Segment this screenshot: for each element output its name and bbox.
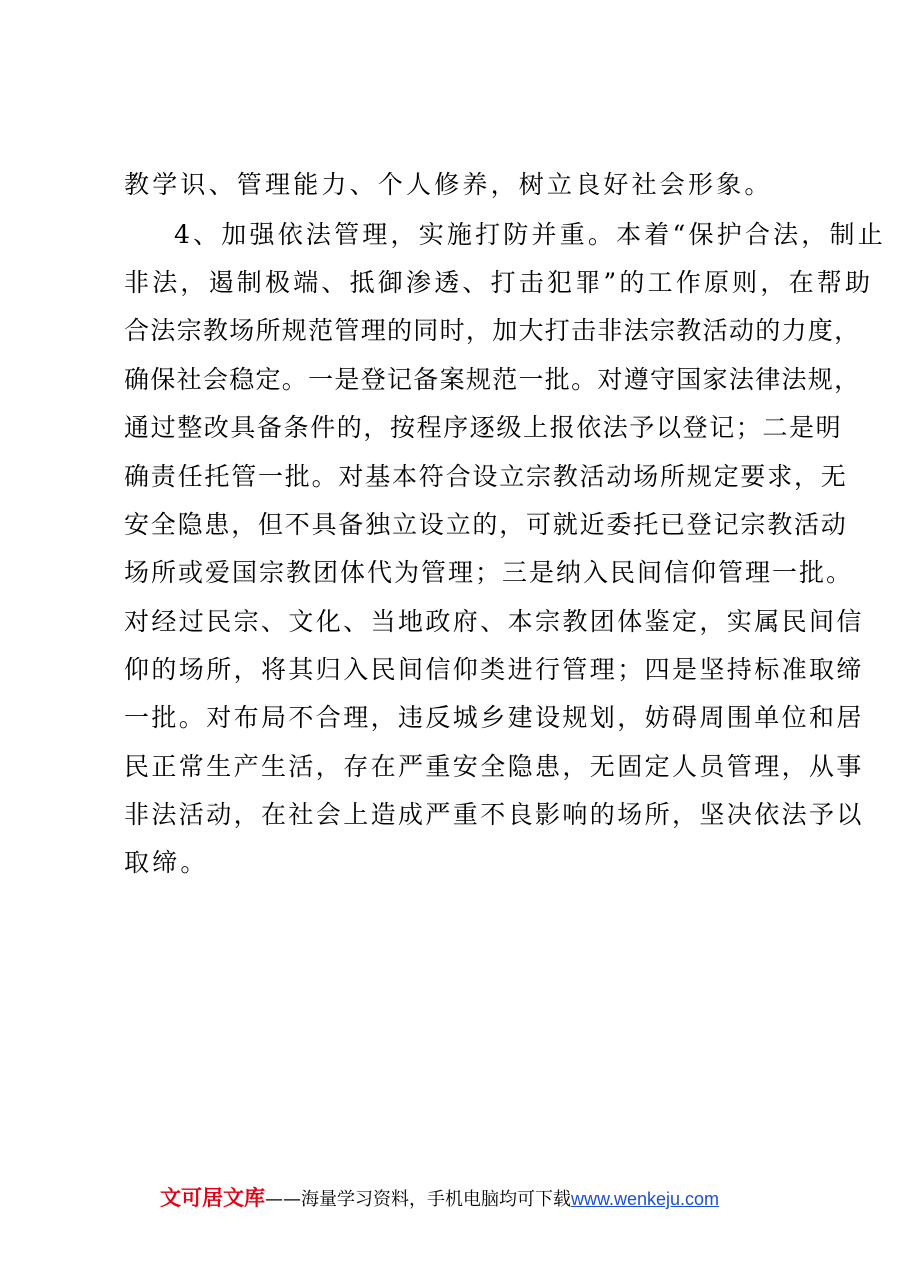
brand-name: 文可居文库 <box>160 1186 265 1210</box>
paragraph-heading-line: 4、加强依法管理，实施打防并重。本着“保护合法，制止 <box>174 220 886 249</box>
body-text-line: 仰的场所，将其归入民间信仰类进行管理；四是坚持标准取缔 <box>124 655 864 684</box>
body-text-line: 教学识、管理能力、个人修养，树立良好社会形象。 <box>124 170 773 199</box>
footer-slogan: ——海量学习资料，手机电脑均可下载 <box>265 1189 571 1210</box>
body-text-line: 场所或爱国宗教团体代为管理；三是纳入民间信仰管理一批。 <box>124 558 854 587</box>
body-text-line: 确责任托管一批。对基本符合设立宗教活动场所规定要求，无 <box>124 462 848 491</box>
body-text-line: 通过整改具备条件的，按程序逐级上报依法予以登记；二是明 <box>124 413 843 442</box>
website-link[interactable]: www.wenkeju.com <box>571 1189 720 1209</box>
body-text-line: 民正常生产生活，存在严重安全隐患，无固定人员管理，从事 <box>124 752 864 781</box>
body-text-line: 非法，遏制极端、抵御渗透、打击犯罪”的工作原则，在帮助 <box>124 268 874 297</box>
body-text-line: 确保社会稳定。一是登记备案规范一批。对遵守国家法律法规， <box>124 365 861 394</box>
footer-banner <box>160 1182 719 1212</box>
body-text-line: 对经过民宗、文化、当地政府、本宗教团体鉴定，实属民间信 <box>124 607 864 636</box>
body-text-line: 取缔。 <box>124 848 209 877</box>
body-text-line: 安全隐患，但不具备独立设立的，可就近委托已登记宗教活动 <box>124 510 848 539</box>
body-text-line: 合法宗教场所规范管理的同时，加大打击非法宗教活动的力度， <box>124 316 861 345</box>
body-text-line: 一批。对布局不合理，违反城乡建设规划，妨碍周围单位和居 <box>124 703 864 732</box>
body-text-line: 非法活动，在社会上造成严重不良影响的场所，坚决依法予以 <box>124 800 864 829</box>
